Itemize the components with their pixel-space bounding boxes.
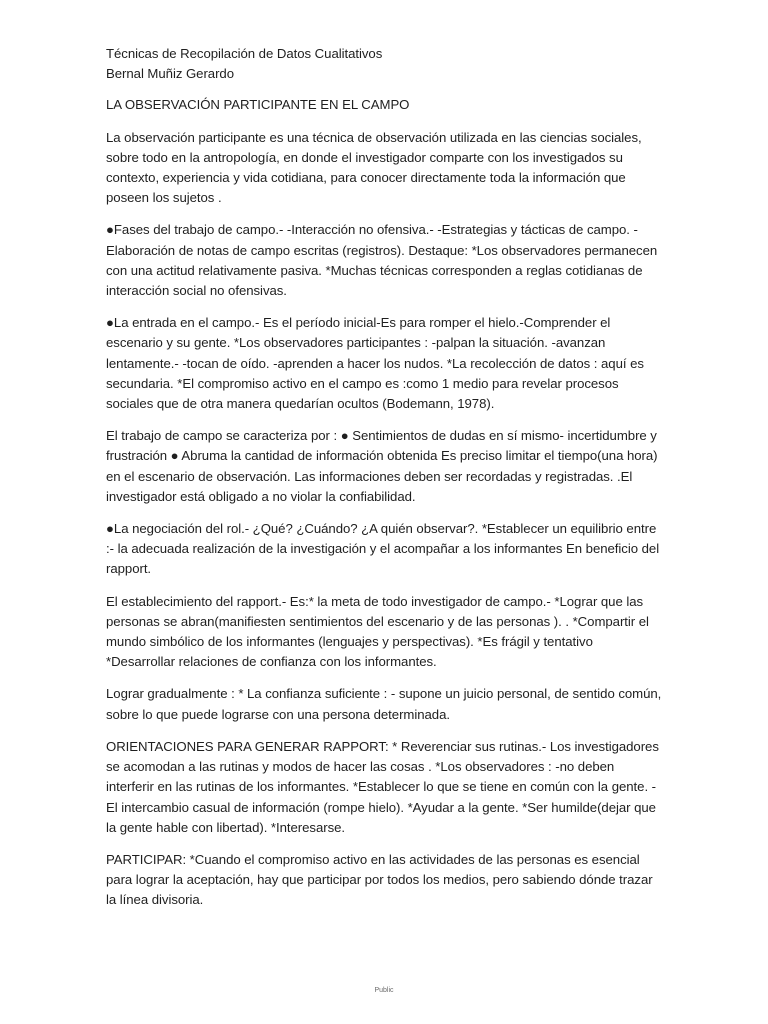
- paragraph-intro: La observación participante es una técnica de observación utilizada en las ciencias sociales, sobre todo en la antropología, en donde el investigador comparte con los investigados su contexto, experiencia y vida cotidiana, para conocer directamente toda la información que poseen los sujetos .: [106, 129, 642, 206]
- paragraph-orientaciones: ORIENTACIONES PARA GENERAR RAPPORT: * Reverenciar sus rutinas.- Los investigadores se acomodan a las rutinas y modos de hacer las cosas . *Los observadores : -no deben interferir en las rutinas de los informantes. *Establecer lo que se tiene en común con la gente. -El intercambio casual de información (rompe hielo). *Ayudar a la gente. *Ser humilde(dejar que la gente hable con libertad). *Interesarse.: [106, 738, 659, 835]
- course-title: Técnicas de Recopilación de Datos Cualitativos: [106, 46, 383, 61]
- paragraph-lograr: Lograr gradualmente : * La confianza suficiente : - supone un juicio personal, de sentido común, sobre lo que puede lograrse con una persona determinada.: [106, 686, 662, 722]
- paragraph-rapport: El establecimiento del rapport.- Es:* la meta de todo investigador de campo.- *Lograr que las personas se abran(manifiesten sentimientos del escenario y de las personas ). . *Compartir el mundo simbólico de los informantes (lenguajes y perspectivas). *Es frágil y tentativo *Desarrollar relaciones de confianza con los informantes.: [106, 593, 649, 670]
- paragraph-fases: ●Fases del trabajo de campo.- -Interacción no ofensiva.- -Estrategias y tácticas de campo. -Elaboración de notas de campo escritas (registros). Destaque: *Los observadores permanecen con una actitud relativamente pasiva. *Muchas técnicas corresponden a reglas cotidianas de interacción social no ofensivas.: [106, 222, 658, 299]
- paragraph-entrada: ●La entrada en el campo.- Es el período inicial-Es para romper el hielo.-Comprender el escenario y su gente. *Los observadores participantes : -palpan la situación. -avanzan lentamente.- -tocan de oído. -aprenden a hacer los nudos. *La recolección de datos : aquí es secundaria. *El compromiso activo en el campo es :como 1 medio para revelar procesos sociales que de otra manera quedarían ocultos (Bodemann, 1978).: [106, 315, 644, 412]
- classification-footer: Public: [374, 987, 394, 994]
- document-body: [106, 44, 662, 911]
- author-name: Bernal Muñiz Gerardo: [106, 66, 235, 82]
- paragraph-participar: PARTICIPAR: *Cuando el compromiso activo en las actividades de las personas es esencial para lograr la aceptación, hay que participar por todos los medios, pero sabiendo dónde trazar la línea divisoria.: [106, 851, 653, 908]
- paragraph-negociacion: ●La negociación del rol.- ¿Qué? ¿Cuándo? ¿A quién observar?. *Establecer un equilibrio entre :- la adecuada realización de la investigación y el acompañar a los informantes En beneficio del rapport.: [106, 521, 660, 577]
- document-title: LA OBSERVACIÓN PARTICIPANTE EN EL CAMPO: [106, 97, 410, 113]
- paragraph-trabajo-campo: El trabajo de campo se caracteriza por : ● Sentimientos de dudas en sí mismo- incertidumbre y frustración ● Abruma la cantidad de información obtenida Es preciso limitar el tiempo(una hora) en el escenario de observación. Las informaciones deben ser recordadas y registradas. .El investigador está obligado a no violar la confiabilidad.: [106, 428, 658, 504]
